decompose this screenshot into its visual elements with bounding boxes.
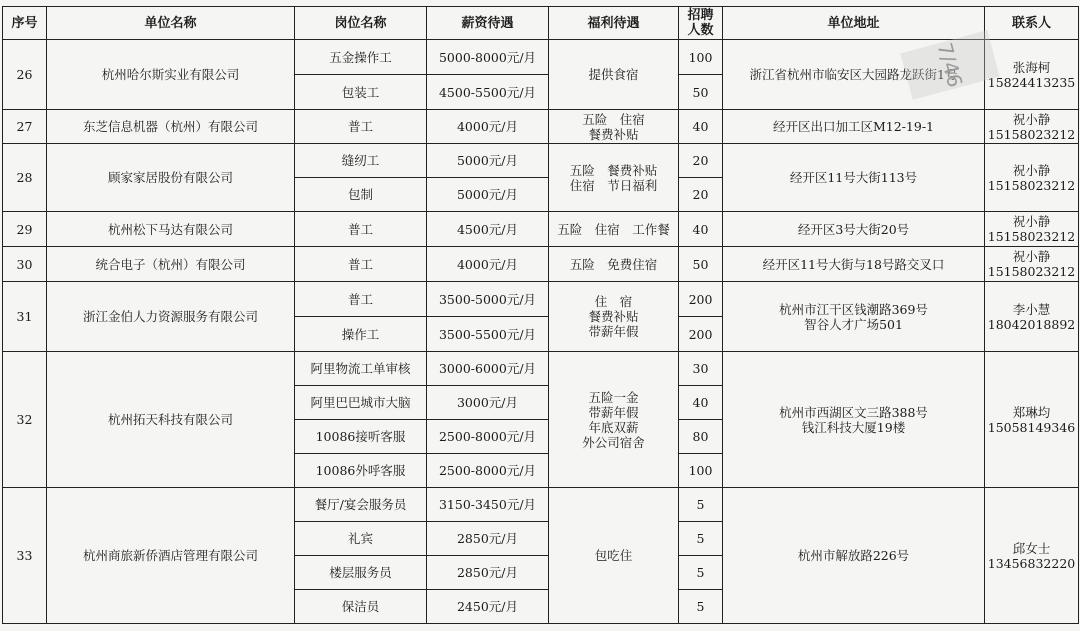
- position-cell: 普工: [295, 212, 427, 247]
- address-cell: 经开区11号大街113号: [723, 144, 985, 212]
- seq-cell: 29: [3, 212, 47, 247]
- count-cell: 20: [679, 144, 723, 178]
- company-cell: 东芝信息机器（杭州）有限公司: [47, 110, 295, 144]
- position-cell: 包制: [295, 178, 427, 212]
- count-cell: 5: [679, 556, 723, 590]
- position-cell: 10086接听客服: [295, 420, 427, 454]
- company-cell: 统合电子（杭州）有限公司: [47, 247, 295, 282]
- table-row: [3, 352, 1079, 386]
- header-count: 招聘 人数: [679, 7, 723, 40]
- company-cell: 杭州哈尔斯实业有限公司: [47, 40, 295, 110]
- header-benefits: 福利待遇: [549, 7, 679, 40]
- position-cell: 保洁员: [295, 590, 427, 624]
- seq-cell: 28: [3, 144, 47, 212]
- contact-cell: 李小慧 18042018892: [985, 282, 1079, 352]
- contact-cell: 祝小静 15158023212: [985, 110, 1079, 144]
- count-cell: 40: [679, 386, 723, 420]
- position-cell: 普工: [295, 247, 427, 282]
- position-cell: 包装工: [295, 75, 427, 110]
- count-cell: 30: [679, 352, 723, 386]
- count-cell: 200: [679, 282, 723, 317]
- seq-cell: 33: [3, 488, 47, 624]
- position-cell: 普工: [295, 282, 427, 317]
- position-cell: 普工: [295, 110, 427, 144]
- salary-cell: 2450元/月: [427, 590, 549, 624]
- count-cell: 5: [679, 522, 723, 556]
- table-row: [3, 282, 1079, 317]
- benefits-cell: 五险 免费住宿: [549, 247, 679, 282]
- count-cell: 100: [679, 40, 723, 75]
- count-cell: 40: [679, 110, 723, 144]
- company-cell: 杭州松下马达有限公司: [47, 212, 295, 247]
- address-cell: 浙江省杭州市临安区大园路龙跃街1号: [723, 40, 985, 110]
- salary-cell: 2500-8000元/月: [427, 420, 549, 454]
- salary-cell: 3000元/月: [427, 386, 549, 420]
- contact-cell: 祝小静 15158023212: [985, 212, 1079, 247]
- benefits-cell: 提供食宿: [549, 40, 679, 110]
- salary-cell: 3500-5500元/月: [427, 317, 549, 352]
- table-row: [3, 40, 1079, 75]
- position-cell: 缝纫工: [295, 144, 427, 178]
- count-cell: 5: [679, 590, 723, 624]
- position-cell: 五金操作工: [295, 40, 427, 75]
- header-address: 单位地址: [723, 7, 985, 40]
- count-cell: 80: [679, 420, 723, 454]
- table-row: [3, 212, 1079, 247]
- salary-cell: 3150-3450元/月: [427, 488, 549, 522]
- salary-cell: 5000-8000元/月: [427, 40, 549, 75]
- count-cell: 200: [679, 317, 723, 352]
- table-row: [3, 488, 1079, 522]
- benefits-cell: 住 宿 餐费补贴 带薪年假: [549, 282, 679, 352]
- seq-cell: 31: [3, 282, 47, 352]
- count-cell: 40: [679, 212, 723, 247]
- table-row: [3, 144, 1079, 178]
- company-cell: 浙江金伯人力资源服务有限公司: [47, 282, 295, 352]
- job-table: [2, 6, 1079, 624]
- salary-cell: 2500-8000元/月: [427, 454, 549, 488]
- table-row: [3, 247, 1079, 282]
- salary-cell: 3000-6000元/月: [427, 352, 549, 386]
- seq-cell: 27: [3, 110, 47, 144]
- address-cell: 杭州市西湖区文三路388号 钱江科技大厦19楼: [723, 352, 985, 488]
- table-row: [3, 110, 1079, 144]
- position-cell: 操作工: [295, 317, 427, 352]
- seq-cell: 26: [3, 40, 47, 110]
- header-seq: 序号: [3, 7, 47, 40]
- company-cell: 杭州拓天科技有限公司: [47, 352, 295, 488]
- count-cell: 50: [679, 247, 723, 282]
- contact-cell: 祝小静 15158023212: [985, 144, 1079, 212]
- address-cell: 经开区出口加工区M12-19-1: [723, 110, 985, 144]
- count-cell: 50: [679, 75, 723, 110]
- salary-cell: 4500元/月: [427, 212, 549, 247]
- position-cell: 10086外呼客服: [295, 454, 427, 488]
- benefits-cell: 五险 住宿 餐费补贴: [549, 110, 679, 144]
- header-company: 单位名称: [47, 7, 295, 40]
- address-cell: 杭州市解放路226号: [723, 488, 985, 624]
- benefits-cell: 包吃住: [549, 488, 679, 624]
- company-cell: 顾家家居股份有限公司: [47, 144, 295, 212]
- salary-cell: 4500-5500元/月: [427, 75, 549, 110]
- contact-cell: 祝小静 15158023212: [985, 247, 1079, 282]
- salary-cell: 4000元/月: [427, 110, 549, 144]
- page-number-stamp: 7/46: [900, 30, 999, 100]
- salary-cell: 2850元/月: [427, 522, 549, 556]
- count-cell: 5: [679, 488, 723, 522]
- address-cell: 杭州市江干区钱潮路369号 智谷人才广场501: [723, 282, 985, 352]
- salary-cell: 2850元/月: [427, 556, 549, 590]
- address-cell: 经开区11号大街与18号路交叉口: [723, 247, 985, 282]
- seq-cell: 32: [3, 352, 47, 488]
- count-cell: 100: [679, 454, 723, 488]
- header-contact: 联系人: [985, 7, 1079, 40]
- seq-cell: 30: [3, 247, 47, 282]
- header-row: [3, 7, 1079, 40]
- salary-cell: 3500-5000元/月: [427, 282, 549, 317]
- address-cell: 经开区3号大街20号: [723, 212, 985, 247]
- header-position: 岗位名称: [295, 7, 427, 40]
- salary-cell: 5000元/月: [427, 178, 549, 212]
- count-cell: 20: [679, 178, 723, 212]
- benefits-cell: 五险 住宿 工作餐: [549, 212, 679, 247]
- position-cell: 阿里巴巴城市大脑: [295, 386, 427, 420]
- company-cell: 杭州商旅新侨酒店管理有限公司: [47, 488, 295, 624]
- contact-cell: 张海柯 15824413235: [985, 40, 1079, 110]
- contact-cell: 邱女士 13456832220: [985, 488, 1079, 624]
- header-salary: 薪资待遇: [427, 7, 549, 40]
- contact-cell: 郑琳均 15058149346: [985, 352, 1079, 488]
- position-cell: 礼宾: [295, 522, 427, 556]
- position-cell: 餐厅/宴会服务员: [295, 488, 427, 522]
- salary-cell: 4000元/月: [427, 247, 549, 282]
- benefits-cell: 五险一金 带薪年假 年底双薪 外公司宿舍: [549, 352, 679, 488]
- position-cell: 阿里物流工单审核: [295, 352, 427, 386]
- salary-cell: 5000元/月: [427, 144, 549, 178]
- benefits-cell: 五险 餐费补贴 住宿 节日福利: [549, 144, 679, 212]
- position-cell: 楼层服务员: [295, 556, 427, 590]
